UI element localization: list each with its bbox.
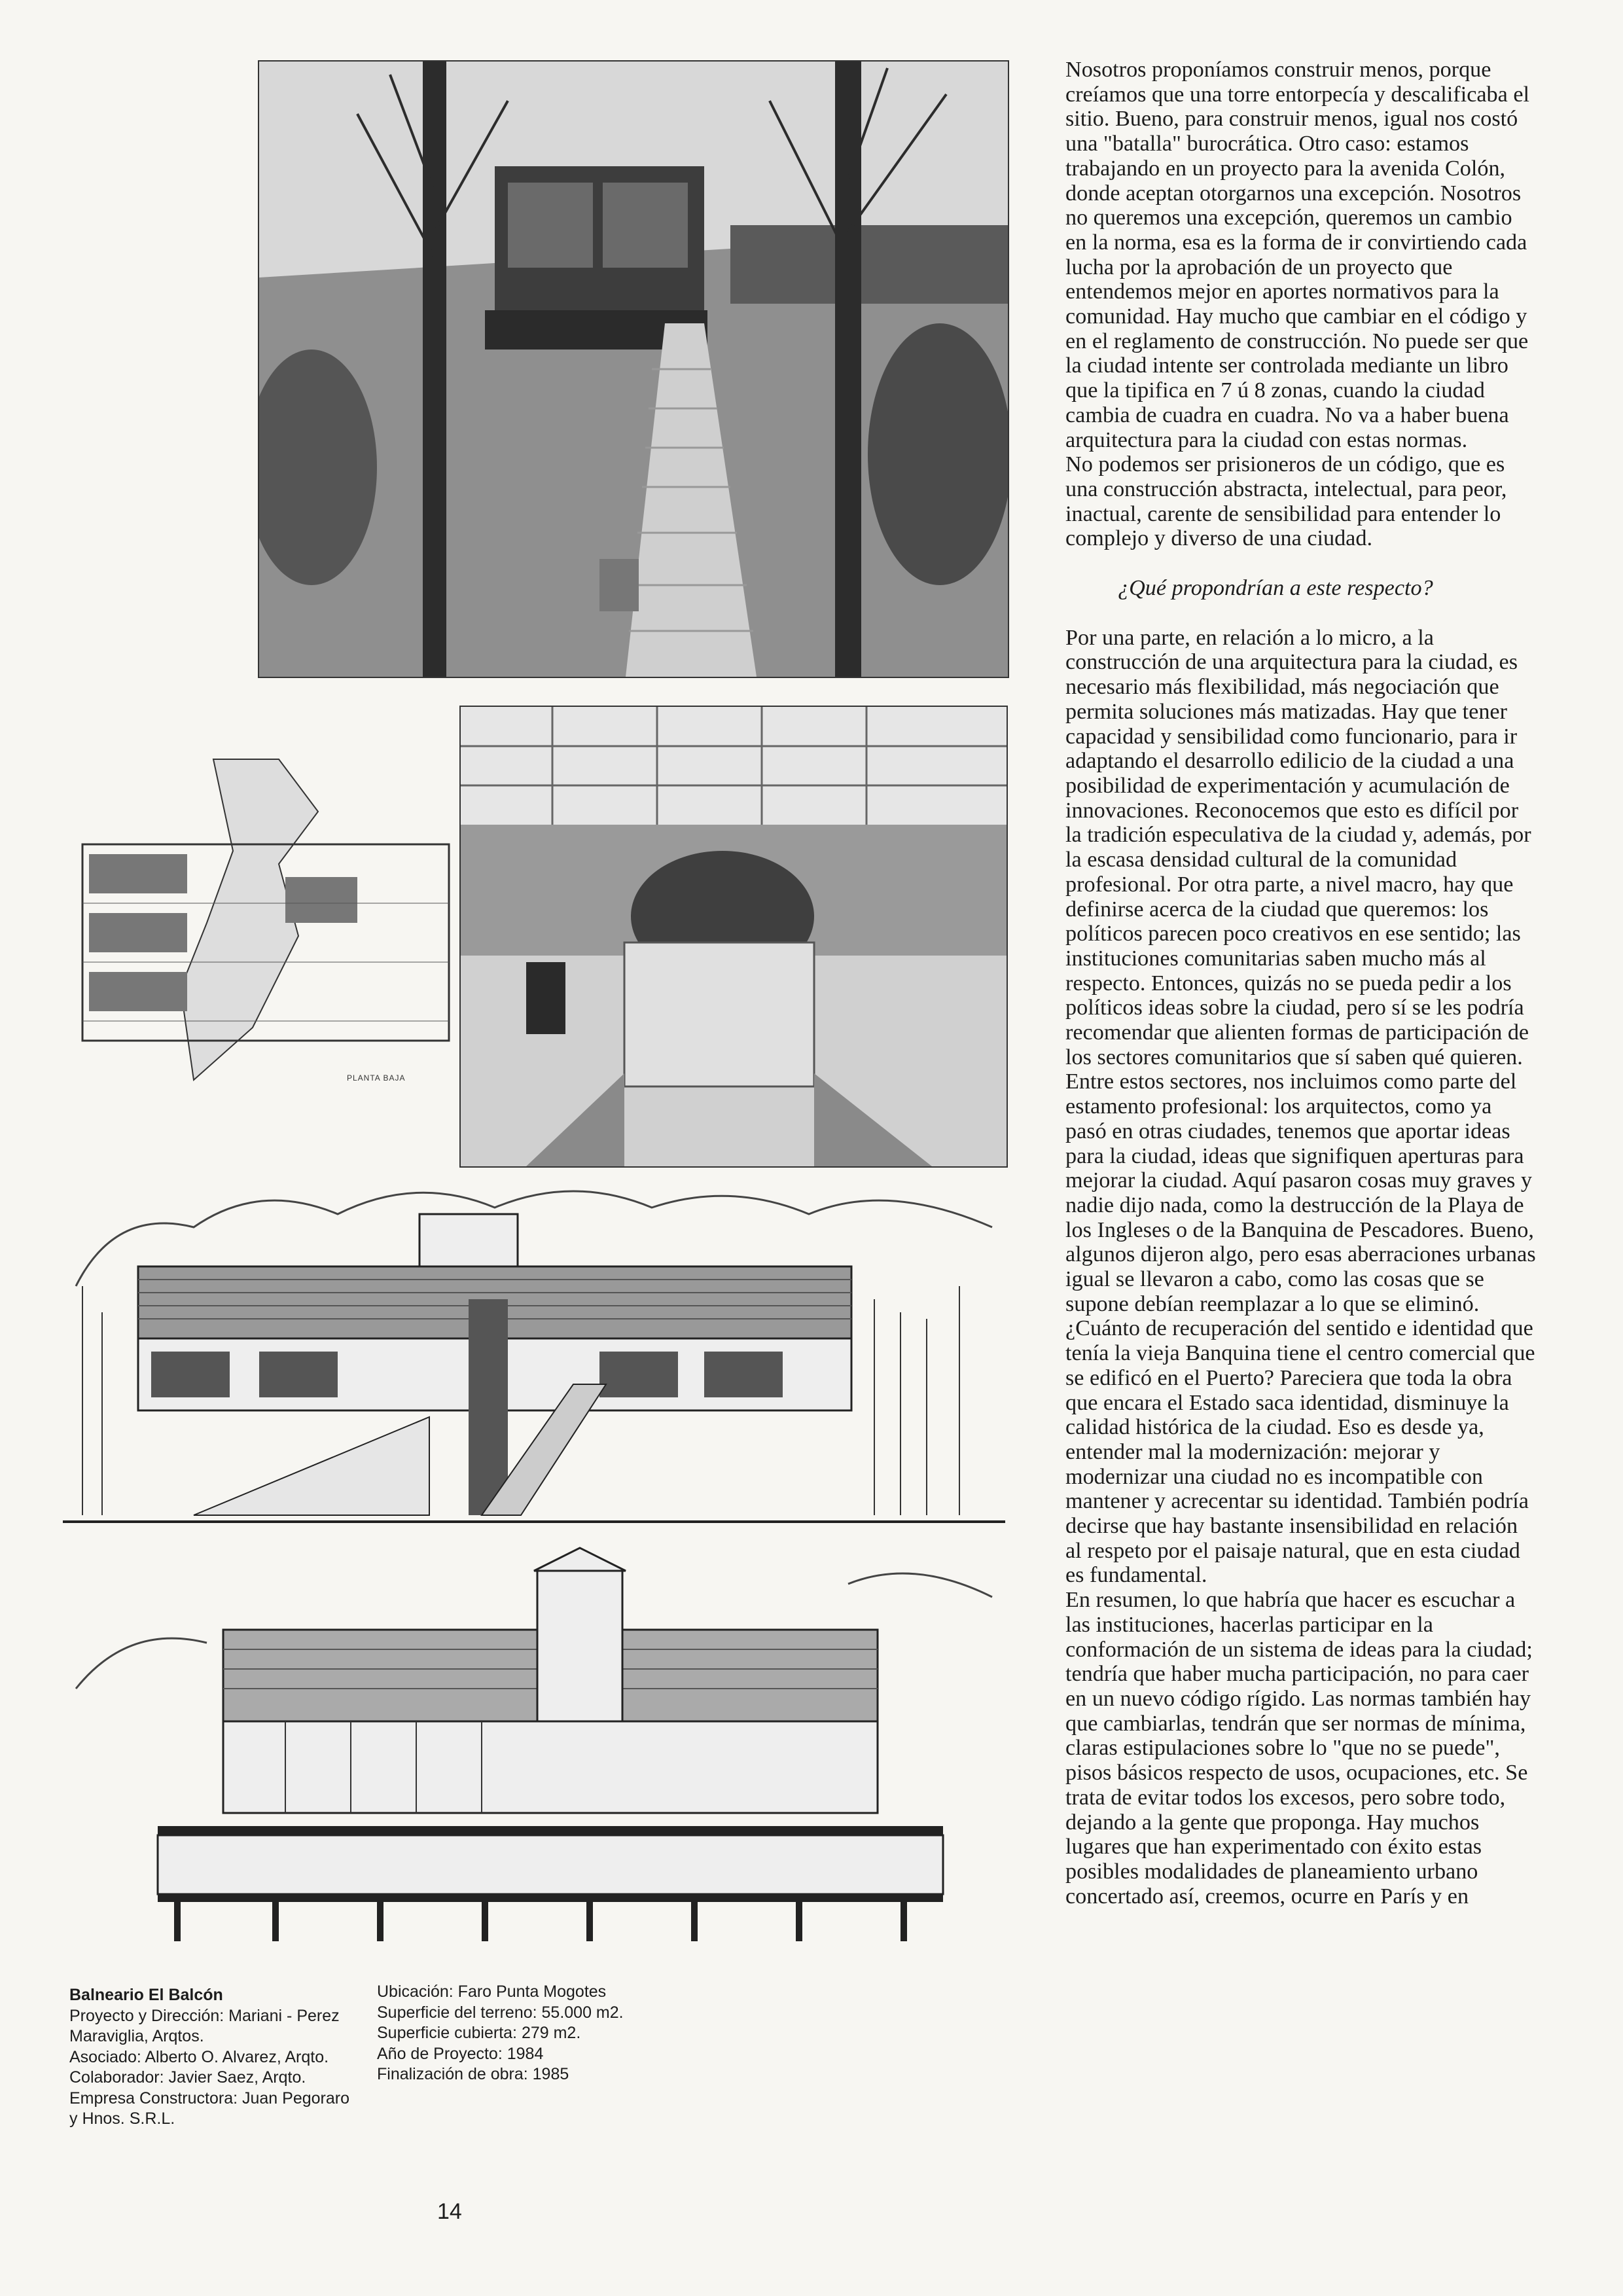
caption-line: Asociado: Alberto O. Alvarez, Arqto.: [69, 2047, 329, 2066]
caption-line: y Hnos. S.R.L.: [69, 2109, 175, 2128]
article-paragraph: Por una parte, en relación a lo micro, a la construcción de una arquitectura para la ciudad, es necesario más flexibilidad, más negociación que permita soluciones más matizadas. Hay que tener capacidad y sensibilidad como funcionario, para ir adaptando el desarrollo edilicio de la ciudad a una posibilidad de experimentación y acumulación de innovaciones. Reconocemos que esto es difícil por la tradición especulativa de la ciudad y, además, por la escasa densidad cultural de la comunidad profesional. Por otra parte, a nivel macro, hay que definirse acerca de la ciudad que queremos: los políticos parecen poco creativos en ese sentido; las instituciones comunitarias saben mucho más al respecto. Entonces, quizás no se pueda pedir a los políticos ideas sobre la ciudad, pero sí se les podría recomendar que alienten formas de participación de los sectores comunitarios que sí saben qué quieren. Entre estos sectores, nos incluimos como parte del estamento profesional: los arquitectos, como ya pasó en otras ciudades, tenemos que aportar ideas para la ciudad, ideas que signifiquen aperturas para mejorar la ciudad. Aquí pasaron cosas muy graves y nadie dijo nada, como la destrucción de la Playa de los Ingleses o de la Banquina de Pescadores. Bueno, algunos dijeron algo, pero esas aberraciones urbanas igual se llevaron a cabo, como las cosas que se supone debían reemplazar a lo que se eliminó. ¿Cuánto de recuperación del sentido e identidad que tenía la vieja Banquina tiene el centro comercial que se edificó en el Puerto? Pareciera que toda la obra que encara el Estado saca identidad, disminuye la calidad histórica de la ciudad. Eso es desde ya, entender mal la modernización: mejorar y modernizar una ciudad no es incompatible con mantener y acrecentar su identidad. También podría decirse que hay bastante insensibilidad en relación al respeto por el paisaje natural, que en esta ciudad es fundamental.: [1065, 625, 1536, 1588]
article-column: [1065, 58, 1537, 2247]
caption-line: Superficie cubierta: 279 m2.: [377, 2024, 581, 2042]
caption-credits: [69, 1985, 364, 2130]
caption-line: Año de Proyecto: 1984: [377, 2044, 544, 2063]
caption-project-data: [377, 1982, 678, 2085]
caption-title: Balneario El Balcón: [69, 1986, 223, 2004]
elevation-drawing: [63, 1168, 1005, 1535]
article-paragraph: Nosotros proponíamos construir menos, porque creíamos que una torre entorpecía y descalificaba el sitio. Bueno, para construir menos, igual nos costó una "batalla" burocrática. Otro caso: estamos trabajando en un proyecto para la avenida Colón, donde aceptan otorgarnos una excepción. Nosotros no queremos una excepción, queremos un cambio en la norma, esa es la forma de ir convirtiendo cada lucha por la aprobación de un proyecto que entendemos mejor en aportes normativos para la comunidad. Hay mucho que cambiar en el código y en el reglamento de construcción. No puede ser que la ciudad intente ser controlada mediante un libro que la tipifica en 7 ú 8 zonas, cuando la ciudad cambia de cuadra en cuadra. No va a haber buena arquitectura para la ciudad con estas normas.: [1065, 58, 1530, 452]
caption-line: Proyecto y Dirección: Mariani - Perez: [69, 2006, 340, 2025]
plan-label: PLANTA BAJA: [347, 1073, 406, 1083]
caption-line: Maraviglia, Arqtos.: [69, 2027, 204, 2045]
article-paragraph: No podemos ser prisioneros de un código, que es una construcción abstracta, intelectual, para peor, inactual, carente de sensibilidad para entender lo complejo y diverso de una ciudad.: [1065, 452, 1507, 551]
caption-line: Superficie del terreno: 55.000 m2.: [377, 2003, 624, 2022]
exterior-stairs-photo: [258, 60, 1009, 678]
interior-photo: [459, 706, 1008, 1168]
caption-line: Finalización de obra: 1985: [377, 2065, 569, 2083]
article-paragraph: En resumen, lo que habría que hacer es escuchar a las instituciones, hacerlas participar en la conformación de un sistema de ideas para la ciudad; tendría que haber mucha participación, no para caer en un nuevo código rígido. Las normas también hay que cambiarlas, tendrán que ser normas de mínima, claras estipulaciones sobre lo "que no se puede", pisos básicos respecto de usos, ocupaciones, etc. Se trata de evitar todos los excesos, pero sobre todo, dejando a la gente que proponga. Hay muchos lugares que han experimentado con éxito estas posibles modalidades de planeamiento urbano concertado así, creemos, ocurre en París y en: [1065, 1588, 1533, 1909]
floor-plan-drawing: [63, 753, 462, 1093]
section-drawing: [63, 1545, 1005, 1950]
caption-line: Ubicación: Faro Punta Mogotes: [377, 1982, 607, 2001]
page-number: 14: [437, 2199, 462, 2224]
caption-line: Colaborador: Javier Saez, Arqto.: [69, 2068, 306, 2087]
caption-line: Empresa Constructora: Juan Pegoraro: [69, 2089, 349, 2108]
interview-question: ¿Qué propondrían a este respecto?: [1118, 576, 1433, 601]
